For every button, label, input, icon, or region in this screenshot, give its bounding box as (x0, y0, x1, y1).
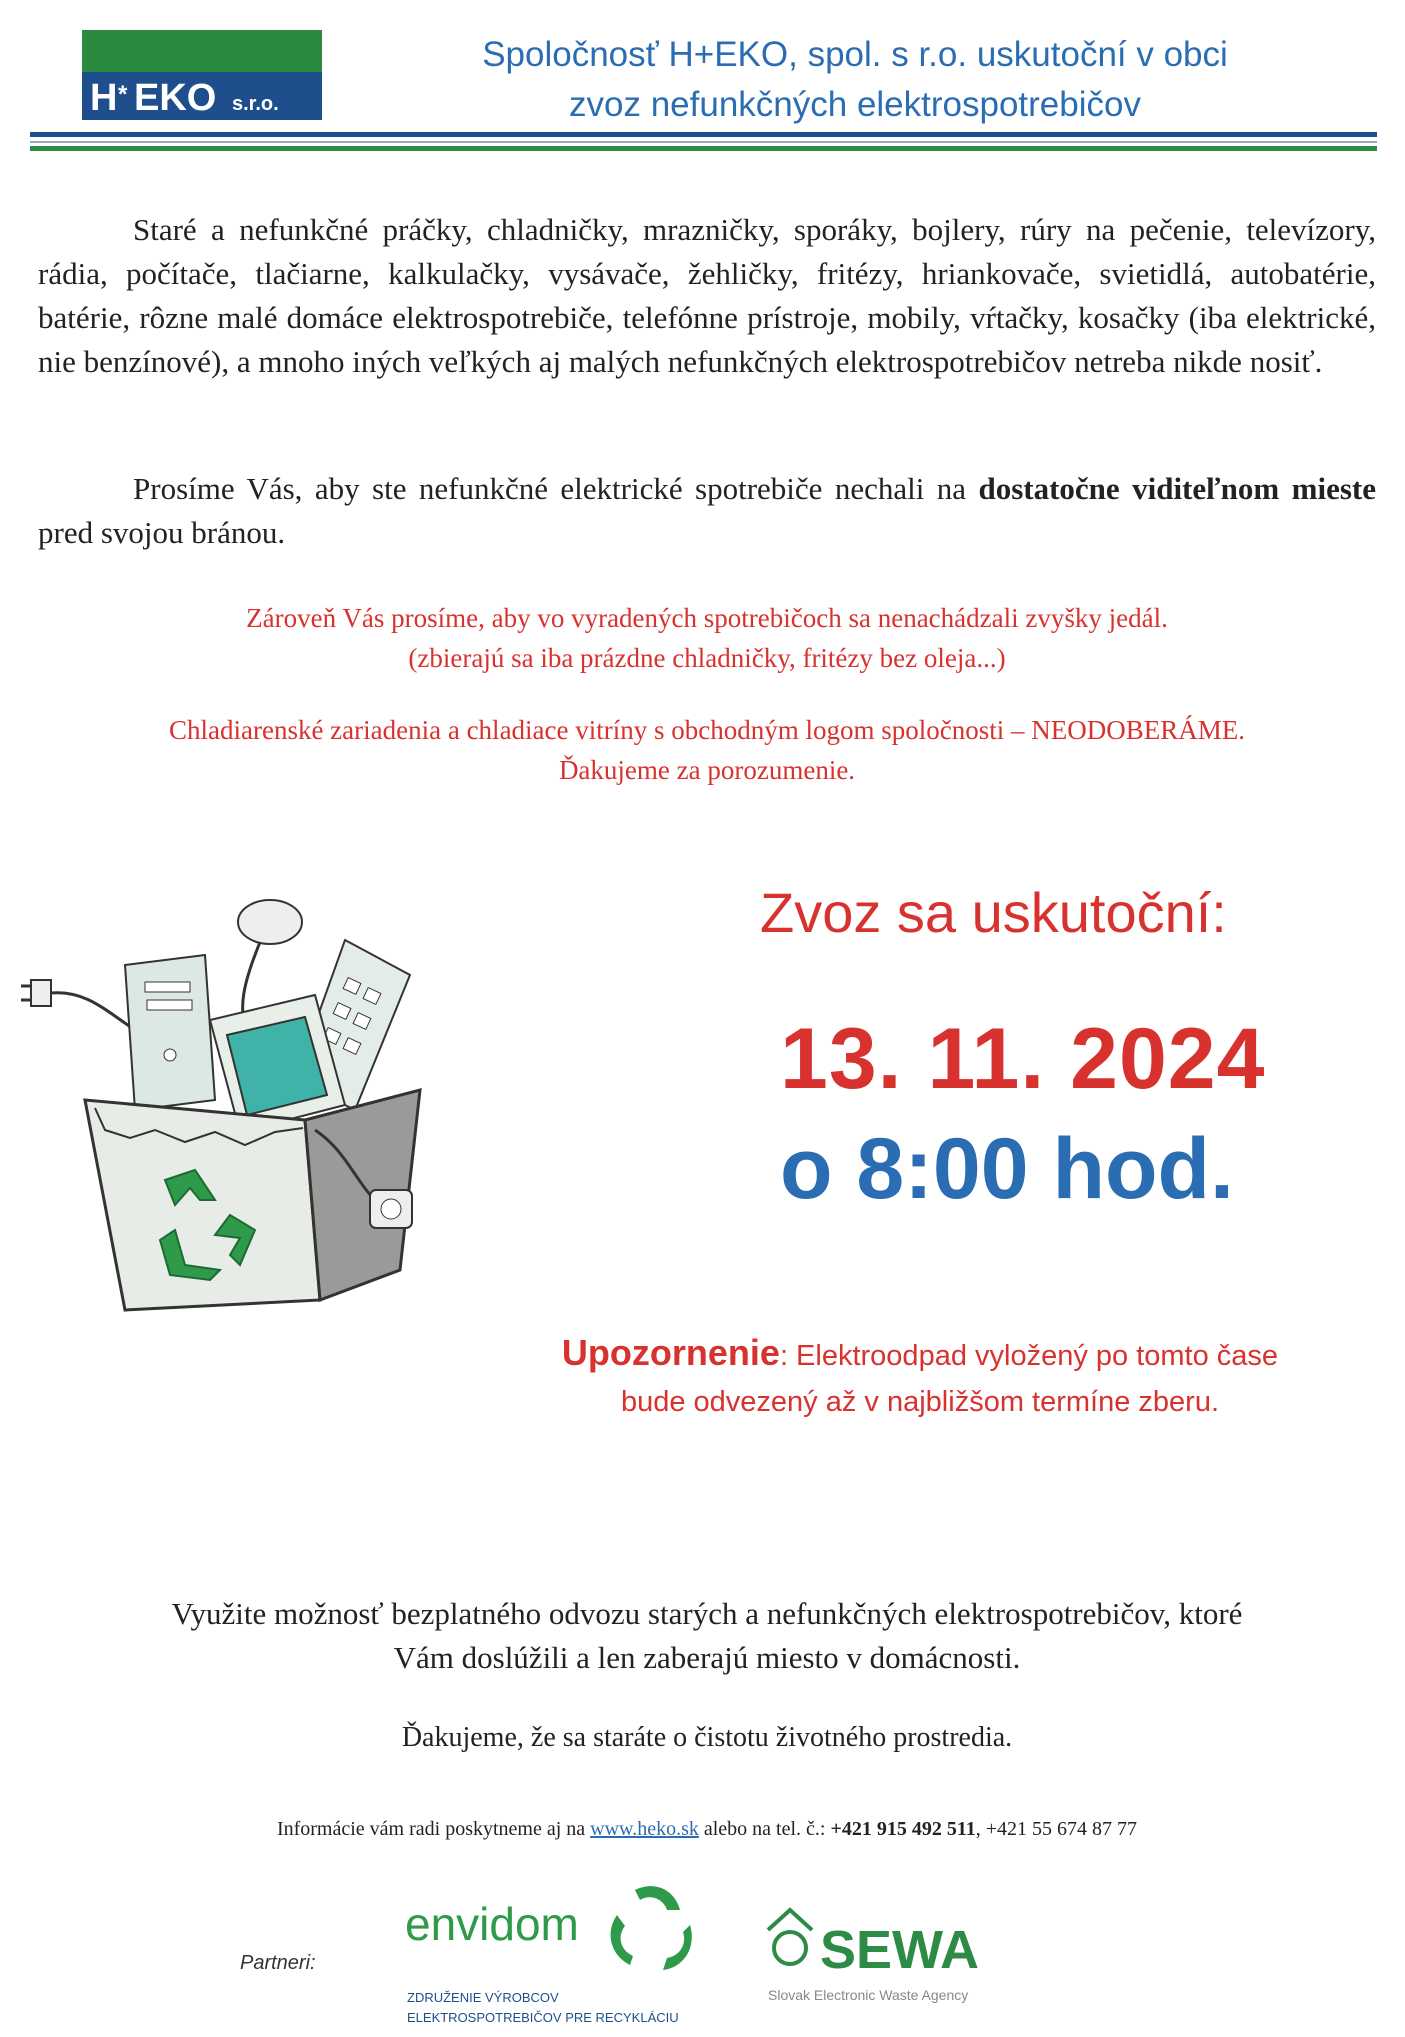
heko-logo (82, 30, 322, 120)
envidom-logo (405, 1870, 715, 2035)
svg-text:s.r.o.: s.r.o. (232, 93, 279, 115)
collection-date: 13. 11. 2024 (780, 1011, 1266, 1107)
warning-text1: : Elektroodpad vyložený po tomto čase (779, 1340, 1279, 1372)
placement-text-start: Prosíme Vás, aby ste nefunkčné elektrické spotrebiče nechali na (133, 471, 979, 506)
envidom-subtitle1: ZDRUŽENIE VÝROBCOV (407, 1990, 559, 2005)
closing-line1: Využite možnosť bezplatného odvozu starých a nefunkčných elektrospotrebičov, ktoré (171, 1596, 1243, 1631)
refrigeration-line1: Chladiarenské zariadenia a chladiace vitríny s obchodným logom spoločnosti – NEODOBERÁME. (168, 715, 1245, 745)
closing-paragraph (38, 1592, 1376, 1680)
closing-line2: Vám doslúžili a len zaberajú miesto v domácnosti. (393, 1640, 1021, 1675)
warning-line2: bude odvezený až v najbližšom termíne zberu. (620, 1386, 1220, 1418)
sewa-logo (760, 1900, 1020, 2010)
info-mid: alebo na tel. č.: (698, 1818, 831, 1840)
envidom-subtitle2: ELEKTROSPOTREBIČOV PRE RECYKLÁCIU (407, 2010, 679, 2025)
refrigeration-line2: Ďakujeme za porozumenie. (558, 755, 856, 785)
collection-time: o 8:00 hod. (780, 1121, 1234, 1217)
warning-label: Upozornenie (561, 1332, 780, 1373)
appliance-list-paragraph: Staré a nefunkčné práčky, chladničky, mrazničky, sporáky, bojlery, rúry na pečenie, televízory, rádia, počítače, tlačiarne, kalkulačky, vysávače, žehličky, fritézy, hriankovače, svietidlá, autobatérie, batérie, rôzne malé domáce elektrospotrebiče, telefónne prístroje, mobily, vŕtačky, kosačky (iba elektrické, nie benzínové), a mnoho iných veľkých aj malých nefunkčných elektrospotrebičov netreba nikde nosiť. (38, 212, 1376, 379)
svg-text:*: * (118, 81, 128, 108)
contact-info (38, 1818, 1376, 1841)
refrigeration-note (38, 710, 1376, 790)
placement-emphasis: dostatočne viditeľnom mieste (978, 471, 1376, 506)
sewa-name: SEWA (820, 1920, 980, 1980)
collection-heading: Zvoz sa uskutoční: (760, 881, 1227, 944)
phone-primary: +421 915 492 511 (830, 1818, 976, 1840)
website-link[interactable]: www.heko.sk (590, 1818, 699, 1840)
food-remains-line2: (zbierajú sa iba prázdne chladničky, fritézy bez oleja...) (408, 643, 1006, 673)
info-prefix: Informácie vám radi poskytneme aj na (276, 1818, 591, 1840)
ewaste-recycle-bin-illustration (15, 870, 475, 1330)
envidom-recycle-icon (611, 1886, 692, 1970)
placement-paragraph (38, 467, 1376, 555)
food-remains-note (38, 598, 1376, 678)
svg-text:EKO: EKO (134, 77, 217, 119)
envidom-name: envidom (405, 1898, 579, 1950)
svg-text:H: H (90, 77, 118, 119)
food-remains-line1: Zároveň Vás prosíme, aby vo vyradených spotrebičoch sa nenachádzali zvyšky jedál. (246, 603, 1168, 633)
sewa-subtitle: Slovak Electronic Waste Agency (768, 1987, 969, 2003)
thanks-line: Ďakujeme, že sa staráte o čistotu životného prostredia. (401, 1722, 1013, 1753)
header-title-line1: Spoločnosť H+EKO, spol. s r.o. uskutoční v obci (482, 35, 1228, 74)
warning-notice (470, 1330, 1370, 1425)
header-title (340, 30, 1370, 130)
phone-secondary: , +421 55 674 87 77 (975, 1818, 1138, 1840)
plug-icon (21, 980, 135, 1030)
placement-text-end: pred svojou bránou. (38, 515, 286, 550)
pc-tower-icon (125, 955, 215, 1110)
header-title-line2: zvoz nefunkčných elektrospotrebičov (569, 85, 1141, 124)
partners-label: Partneri: (240, 1952, 316, 1974)
header-divider (30, 130, 1377, 154)
sewa-house-icon (768, 1910, 812, 1964)
warning-line1 (470, 1330, 1370, 1379)
